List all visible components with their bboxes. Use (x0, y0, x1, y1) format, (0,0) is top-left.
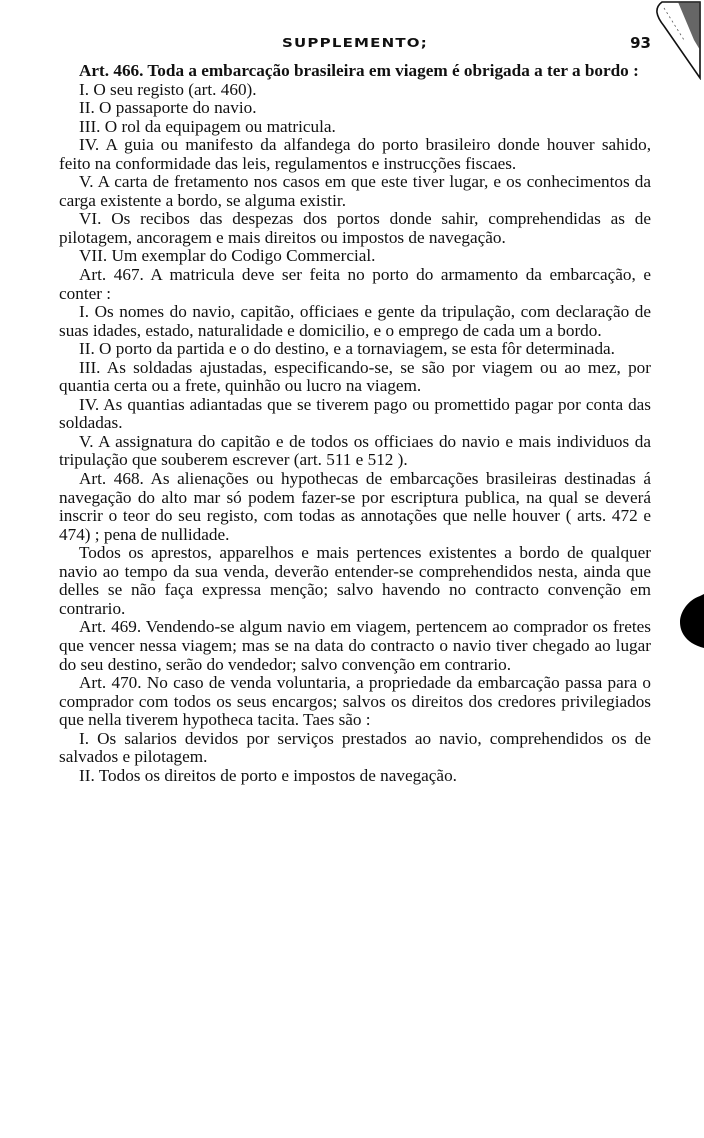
running-title: SUPPLEMENTO; (282, 35, 428, 51)
item-466-iv: IV. A guia ou manifesto da alfandega do porto brasileiro donde houver sahido, feito na conformidade das leis, regulamentos e instrucções fiscaes. (59, 135, 651, 173)
article-467: Art. 467. A matricula deve ser feita no porto do armamento da embarcação, e conter : (59, 265, 651, 303)
article-468-paragraph: Todos os aprestos, apparelhos e mais pertences existentes a bordo de qualquer navio ao tempo da sua venda, deverão entender-se comprehendidos nesta, ainda que delles se não faça expressa menção; salvo havendo no contracto convenção em contrario. (59, 543, 651, 618)
article-466: Art. 466. Toda a embarcação brasileira em viagem é obrigada a ter a bordo : (79, 61, 639, 80)
item-466-iii: III. O rol da equipagem ou matricula. (79, 116, 336, 136)
item-467-v: V. A assignatura do capitão e de todos os officiaes do navio e mais individuos da tripulação que souberem escrever (art. 511 e 512 ). (59, 431, 651, 470)
item-467-ii: II. O porto da partida e o do destino, e a tornaviagem, se esta fôr determinada. (79, 339, 615, 359)
ink-blot-icon (676, 590, 704, 650)
article-469: Art. 469. Vendendo-se algum navio em viagem, pertencem ao comprador os fretes que vencer nessa viagem; mas se na data do contracto o navio tiver chegado ao lugar do seu destino, serão do vendedor; salvo convenção em contrario. (59, 617, 651, 674)
item-467-i: I. Os nomes do navio, capitão, officiaes e gente da tripulação, com declaração de suas idades, estado, naturalidade e domicilio, e o emprego de cada um a bordo. (59, 302, 651, 340)
page-header (59, 34, 651, 56)
item-470-ii: II. Todos os direitos de porto e impostos de navegação. (79, 765, 457, 785)
article-468: Art. 468. As alienações ou hypothecas de embarcações brasileiras destinadas á navegação do alto mar só podem fazer-se por escriptura publica, na qual se deverá inscrir o teor do seu registo, com todas as annotações que nelle houver ( arts. 472 e 474) ; pena de nullidade. (59, 469, 651, 544)
item-466-ii: II. O passaporte do navio. (79, 98, 257, 118)
item-467-iv: IV. As quantias adiantadas que se tiverem pago ou promettido pagar por conta das soldadas. (59, 394, 651, 433)
item-466-vi: VI. Os recibos das despezas dos portos donde sahir, comprehendidas as de pilotagem, ancoragem e mais direitos ou impostos de navegação. (59, 209, 651, 247)
document-body (59, 62, 651, 785)
item-466-v: V. A carta de fretamento nos casos em que este tiver lugar, e os conhecimentos da carga existente a bordo, se alguma existir. (59, 172, 651, 210)
item-470-i: I. Os salarios devidos por serviços prestados ao navio, comprehendidos os de salvados e pilotagem. (59, 728, 651, 767)
article-470: Art. 470. No caso de venda voluntaria, a propriedade da embarcação passa para o comprador com todos os seus encargos; salvos os direitos dos credores privilegiados que nella tiverem hypotheca tacita. Taes são : (59, 673, 651, 730)
item-466-i: I. O seu registo (art. 460). (79, 79, 257, 99)
item-467-iii: III. As soldadas ajustadas, especificando-se, se são por viagem ou ao mez, por quantia certa ou a frete, quinhão ou lucro na viagem. (59, 357, 651, 396)
item-466-vii: VII. Um exemplar do Codigo Commercial. (79, 246, 376, 266)
page-number: 93 (630, 34, 651, 52)
